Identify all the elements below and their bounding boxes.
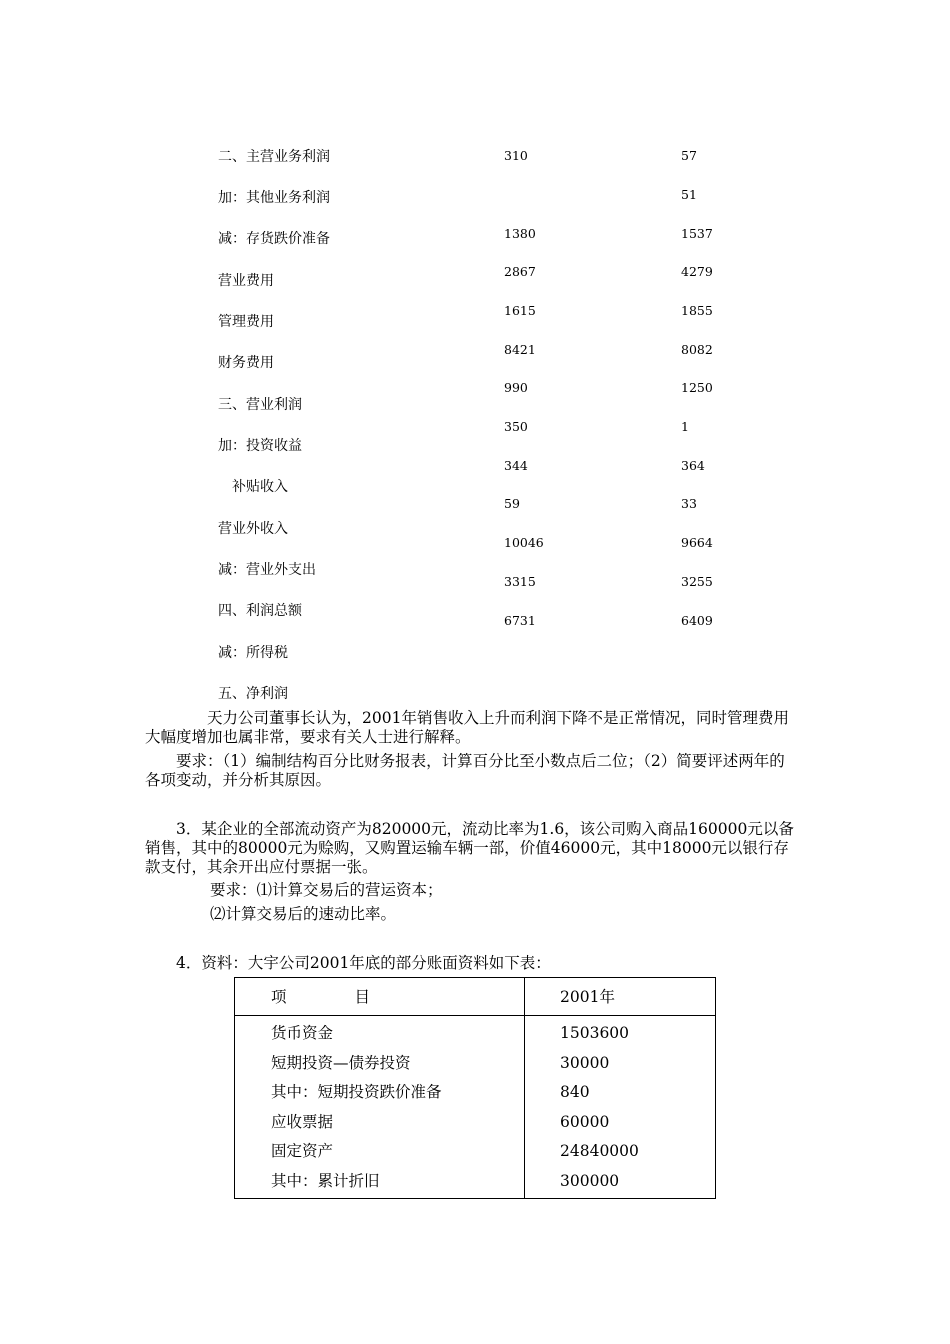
- value-2001: 1537: [681, 226, 713, 241]
- table-cell-value: 840: [560, 1083, 590, 1101]
- value-2001: 3255: [681, 574, 713, 589]
- row-label: 减：存货跌价准备: [218, 231, 330, 247]
- table-cell-name: 货币资金: [271, 1024, 334, 1042]
- value-2000: 1380: [504, 226, 536, 241]
- value-2001: 4279: [681, 264, 713, 279]
- value-2001: 1: [681, 419, 689, 434]
- row-label: 减：所得税: [218, 645, 288, 661]
- question-3-requirement-1: 要求：⑴计算交易后的营运资本；: [210, 881, 443, 899]
- value-2001: 364: [681, 458, 705, 473]
- table-cell-value: 30000: [560, 1054, 610, 1072]
- table-cell-name: 短期投资—债券投资: [271, 1054, 411, 1072]
- value-2001: 33: [681, 496, 697, 511]
- header-item-part: 目: [354, 988, 371, 1006]
- table-cell-value: 60000: [560, 1113, 610, 1131]
- value-2001: 1855: [681, 303, 713, 318]
- table-header-item: [271, 988, 370, 1007]
- value-2000: 990: [504, 380, 528, 395]
- paragraph-text: 天力公司董事长认为，2001年销售收入上升而利润下降不是正常情况，同时管理费用大幅度增加也属非常，要求有关人士进行解释。: [145, 709, 789, 746]
- table-cell-name: 应收票据: [271, 1113, 334, 1131]
- value-2000: 10046: [504, 535, 544, 550]
- paragraph-chairman: [145, 709, 800, 747]
- value-2000: 1615: [504, 303, 536, 318]
- table-cell-name: 其中：短期投资跌价准备: [271, 1083, 442, 1101]
- column-divider: [524, 978, 525, 1198]
- value-2000: 6731: [504, 613, 536, 628]
- value-2000: 350: [504, 419, 528, 434]
- row-label: 减：营业外支出: [218, 562, 316, 578]
- row-label: 三、营业利润: [218, 397, 302, 413]
- paragraph-text: 要求：（1）编制结构百分比财务报表，计算百分比至小数点后二位；（2）简要评述两年的各项变动，并分析其原因。: [145, 752, 785, 789]
- value-2000: 2867: [504, 264, 536, 279]
- question-3-requirement-2: ⑵计算交易后的速动比率。: [210, 905, 397, 923]
- value-2001: 51: [681, 187, 697, 202]
- value-2000: 59: [504, 496, 520, 511]
- value-2000: 310: [504, 148, 528, 163]
- question-4: 4．资料：大宇公司2001年底的部分账面资料如下表：: [176, 954, 551, 972]
- row-label: 加：其他业务利润: [218, 190, 330, 206]
- row-label: 财务费用: [218, 355, 274, 371]
- value-2001: 57: [681, 148, 697, 163]
- header-item-part: 项: [271, 988, 287, 1006]
- row-label: 加：投资收益: [218, 438, 302, 454]
- row-label: 四、利润总额: [218, 603, 302, 619]
- table-cell-value: 24840000: [560, 1142, 639, 1160]
- paragraph-requirement: [145, 752, 800, 790]
- table-cell-name: 其中：累计折旧: [271, 1172, 380, 1190]
- row-label: 营业外收入: [218, 521, 288, 537]
- value-2000: 344: [504, 458, 528, 473]
- header-divider: [235, 1015, 715, 1016]
- balance-table: [234, 977, 716, 1199]
- table-cell-name: 固定资产: [271, 1142, 334, 1160]
- table-cell-value: 300000: [560, 1172, 620, 1190]
- value-2001: 9664: [681, 535, 713, 550]
- table-header-year: 2001年: [560, 988, 615, 1006]
- value-2001: 8082: [681, 342, 713, 357]
- question-text: 3．某企业的全部流动资产为820000元，流动比率为1.6，该公司购入商品160000元以备销售，其中的80000元为赊购，又购置运输车辆一部，价值46000元，其中18000元以银行存款支付，其余开出应付票据一张。: [145, 820, 794, 876]
- value-2001: 1250: [681, 380, 713, 395]
- row-label: 二、主营业务利润: [218, 149, 330, 165]
- value-2000: 8421: [504, 342, 536, 357]
- table-cell-value: 1503600: [560, 1024, 630, 1042]
- question-3: [145, 820, 800, 877]
- value-2000: 3315: [504, 574, 536, 589]
- value-2001: 6409: [681, 613, 713, 628]
- row-label: 五、净利润: [218, 686, 288, 702]
- row-label: 补贴收入: [232, 479, 288, 495]
- row-label: 营业费用: [218, 273, 274, 289]
- row-label: 管理费用: [218, 314, 274, 330]
